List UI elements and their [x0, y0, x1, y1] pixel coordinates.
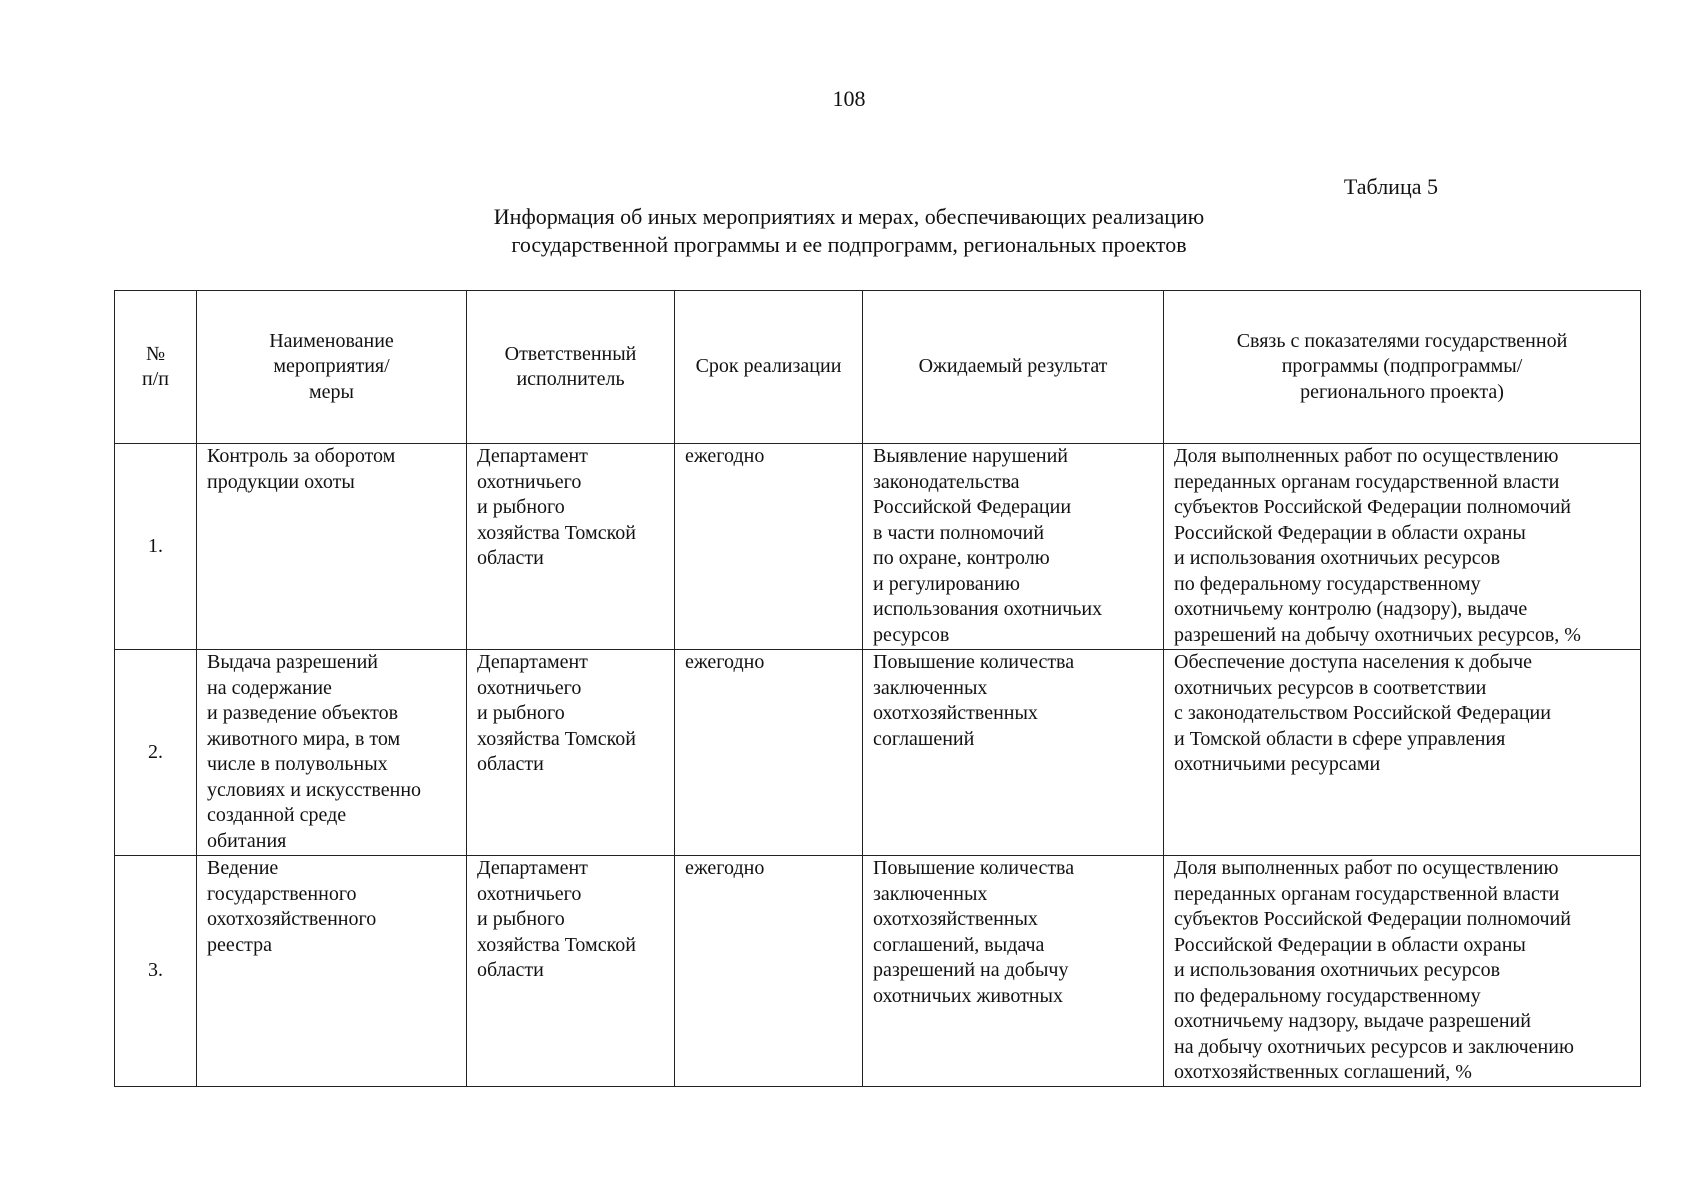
- cell-text-line: законодательства: [873, 470, 1020, 493]
- cell-text-line: хозяйства Томской: [477, 521, 636, 544]
- cell-text-line: и использования охотничьих ресурсов: [1174, 547, 1501, 569]
- cell-text-line: охотхозяйственных соглашений, %: [1174, 1061, 1472, 1083]
- cell-text-line: переданных органам государственной власти: [1174, 470, 1560, 493]
- cell-text-line: охотничьих ресурсов в соответствии: [1174, 676, 1487, 699]
- cell-text-line: охотничьими ресурсами: [1174, 753, 1381, 775]
- cell-executor: [467, 856, 675, 1087]
- cell-text-line: в части полномочий: [873, 521, 1045, 544]
- cell-executor: [467, 444, 675, 650]
- cell-text-line: и использования охотничьих ресурсов: [1174, 959, 1501, 981]
- cell-name: [197, 650, 467, 856]
- cell-text-line: Ожидаемый результат: [918, 355, 1108, 378]
- cell-name: [197, 444, 467, 650]
- cell-text-line: по федеральному государственному: [1174, 984, 1481, 1007]
- cell-result: [863, 444, 1164, 650]
- cell-text-line: ежегодно: [685, 857, 765, 879]
- page-number: 108: [832, 86, 866, 111]
- cell-text-line: Доля выполненных работ по осуществлению: [1174, 445, 1559, 467]
- title-line-2: государственной программы и ее подпрограмм, региональных проектов: [511, 232, 1187, 257]
- cell-text-line: субъектов Российской Федерации полномочий: [1174, 908, 1571, 930]
- title-line-1: Информация об иных мероприятиях и мерах, обеспечивающих реализацию: [493, 204, 1205, 229]
- measures-table: [114, 290, 1641, 1087]
- cell-text-line: программы (подпрограммы/: [1281, 355, 1523, 378]
- cell-text-line: исполнитель: [516, 368, 625, 390]
- cell-text-line: Связь с показателями государственной: [1236, 329, 1568, 352]
- header-link: [1164, 291, 1641, 444]
- cell-text-line: ресурсов: [873, 623, 950, 646]
- cell-text-line: меры: [309, 380, 354, 403]
- cell-text-line: Российской Федерации в области охраны: [1174, 521, 1526, 544]
- cell-text-line: ежегодно: [685, 651, 765, 673]
- cell-text-line: по охране, контролю: [873, 547, 1050, 569]
- cell-result: [863, 650, 1164, 856]
- header-name: [197, 291, 467, 444]
- cell-text-line: продукции охоты: [207, 470, 355, 493]
- cell-text-line: охотничьему контролю (надзору), выдаче: [1174, 598, 1528, 620]
- cell-text-line: реестра: [207, 933, 272, 956]
- table-label: Таблица 5: [1343, 174, 1438, 199]
- cell-text-line: с законодательством Российской Федерации: [1174, 702, 1551, 724]
- cell-term: [675, 444, 863, 650]
- cell-link: [1164, 856, 1641, 1087]
- cell-text-line: хозяйства Томской: [477, 727, 636, 750]
- cell-text-line: использования охотничьих: [873, 598, 1103, 620]
- table-header-row: [115, 291, 1641, 444]
- cell-executor: [467, 650, 675, 856]
- cell-text-line: Срок реализации: [695, 355, 842, 378]
- cell-text-line: и рыбного: [477, 496, 565, 518]
- cell-text-line: Российской Федерации: [873, 496, 1072, 518]
- cell-text-line: охотничьему надзору, выдаче разрешений: [1174, 1010, 1531, 1032]
- cell-text-line: и разведение объектов: [207, 702, 399, 724]
- cell-link: [1164, 650, 1641, 856]
- cell-text-line: Департамент: [477, 651, 588, 673]
- cell-text-line: Департамент: [477, 445, 588, 467]
- table-row: [115, 444, 1641, 650]
- cell-text-line: соглашений: [873, 727, 975, 750]
- cell-text-line: Выявление нарушений: [873, 445, 1068, 467]
- table-row: [115, 856, 1641, 1087]
- cell-text-line: переданных органам государственной власти: [1174, 882, 1560, 905]
- cell-text-line: Повышение количества: [873, 651, 1075, 673]
- header-result: [863, 291, 1164, 444]
- cell-text-line: на содержание: [207, 676, 332, 699]
- cell-text-line: мероприятия/: [273, 355, 390, 378]
- cell-text-line: охотхозяйственных: [873, 702, 1038, 724]
- cell-text-line: и рыбного: [477, 702, 565, 724]
- cell-result: [863, 856, 1164, 1087]
- cell-text-line: государственного: [207, 882, 357, 905]
- header-term: [675, 291, 863, 444]
- cell-text-line: Обеспечение доступа населения к добыче: [1174, 651, 1532, 673]
- cell-text-line: соглашений, выдача: [873, 933, 1045, 956]
- cell-text-line: Повышение количества: [873, 857, 1075, 879]
- cell-name: [197, 856, 467, 1087]
- cell-text-line: условиях и искусственно: [207, 778, 422, 801]
- cell-text-line: охотничьего: [477, 882, 582, 905]
- cell-text-line: Доля выполненных работ по осуществлению: [1174, 857, 1559, 879]
- cell-term: [675, 650, 863, 856]
- row-number: 3.: [115, 856, 197, 1087]
- cell-term: [675, 856, 863, 1087]
- cell-text-line: хозяйства Томской: [477, 933, 636, 956]
- cell-text-line: по федеральному государственному: [1174, 572, 1481, 595]
- cell-text-line: охотничьих животных: [873, 984, 1063, 1007]
- cell-text-line: области: [477, 547, 544, 569]
- cell-text-line: охотничьего: [477, 676, 582, 699]
- cell-text-line: Контроль за оборотом: [207, 445, 396, 467]
- cell-text-line: области: [477, 959, 544, 981]
- table-row: [115, 650, 1641, 856]
- cell-text-line: разрешений на добычу: [873, 959, 1069, 981]
- cell-text-line: заключенных: [873, 882, 988, 905]
- header-num: [115, 291, 197, 444]
- cell-text-line: субъектов Российской Федерации полномочий: [1174, 496, 1571, 518]
- cell-text-line: и Томской области в сфере управления: [1174, 727, 1506, 750]
- cell-text-line: разрешений на добычу охотничьих ресурсов, %: [1174, 623, 1581, 646]
- cell-text-line: ежегодно: [685, 445, 765, 467]
- cell-text-line: Ведение: [207, 857, 279, 879]
- cell-text-line: обитания: [207, 829, 287, 852]
- cell-text-line: охотничьего: [477, 470, 582, 493]
- cell-text-line: Российской Федерации в области охраны: [1174, 933, 1526, 956]
- cell-text-line: №: [145, 342, 166, 365]
- cell-text-line: охотхозяйственного: [207, 908, 377, 930]
- row-number: 2.: [115, 650, 197, 856]
- cell-link: [1164, 444, 1641, 650]
- cell-text-line: Ответственный: [504, 342, 637, 365]
- cell-text-line: п/п: [142, 368, 169, 390]
- cell-text-line: охотхозяйственных: [873, 908, 1038, 930]
- cell-text-line: на добычу охотничьих ресурсов и заключению: [1174, 1035, 1574, 1058]
- cell-text-line: Департамент: [477, 857, 588, 879]
- cell-text-line: числе в полувольных: [207, 753, 388, 775]
- cell-text-line: регионального проекта): [1300, 380, 1504, 403]
- cell-text-line: животного мира, в том: [207, 727, 401, 750]
- header-executor: [467, 291, 675, 444]
- row-number: 1.: [115, 444, 197, 650]
- cell-text-line: Выдача разрешений: [207, 651, 379, 673]
- cell-text-line: заключенных: [873, 676, 988, 699]
- document-title: [0, 203, 1698, 259]
- cell-text-line: и рыбного: [477, 908, 565, 930]
- cell-text-line: созданной среде: [207, 804, 347, 826]
- cell-text-line: области: [477, 753, 544, 775]
- cell-text-line: и регулированию: [873, 572, 1020, 595]
- cell-text-line: Наименование: [269, 329, 394, 352]
